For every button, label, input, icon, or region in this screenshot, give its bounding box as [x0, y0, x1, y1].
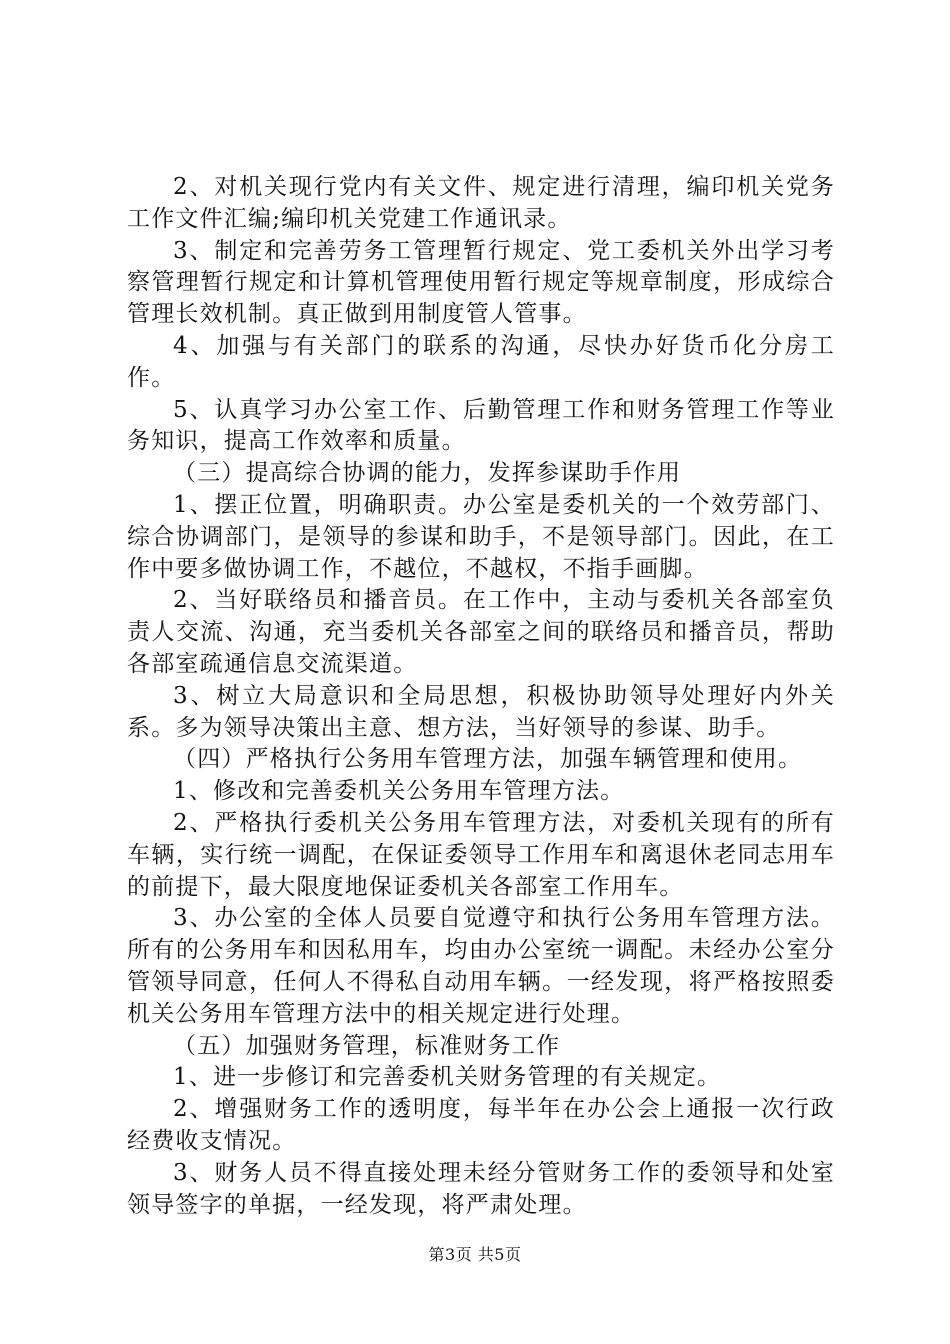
page-number-footer: 第3页 共5页 [428, 1245, 522, 1264]
paragraph-s3-item-3: 3、树立大局意识和全局思想，积极协助领导处理好内外关系。多为领导决策出主意、想方法，当好领导的参谋、助手。 [127, 682, 835, 741]
paragraph-s3-item-2: 2、当好联络员和播音员。在工作中，主动与委机关各部室负责人交流、沟通，充当委机关各部室之间的联络员和播音员，帮助各部室疏通信息交流渠道。 [127, 587, 835, 677]
paragraph-item-3: 3、制定和完善劳务工管理暂行规定、党工委机关外出学习考察管理暂行规定和计算机管理使用暂行规定等规章制度，形成综合管理长效机制。真正做到用制度管人管事。 [127, 237, 835, 328]
section-heading-3: （三）提高综合协调的能力，发挥参谋助手作用 [173, 460, 682, 487]
section-heading-4: （四）严格执行公务用车管理方法，加强车辆管理和使用。 [173, 746, 803, 773]
document-body [127, 172, 835, 1221]
paragraph-s5-item-2: 2、增强财务工作的透明度，每半年在办公会上通报一次行政经费收支情况。 [127, 1096, 835, 1154]
paragraph-s5-item-1: 1、进一步修订和完善委机关财务管理的有关规定。 [173, 1064, 722, 1091]
paragraph-s4-item-2: 2、严格执行委机关公务用车管理方法，对委机关现有的所有车辆，实行统一调配，在保证委领导工作用车和离退休老同志用车的前提下，最大限度地保证委机关各部室工作用车。 [127, 809, 835, 900]
paragraph-item-5: 5、认真学习办公室工作、后勤管理工作和财务管理工作等业务知识，提高工作效率和质量。 [127, 396, 835, 455]
paragraph-item-4: 4、加强与有关部门的联系的沟通，尽快办好货币化分房工作。 [127, 332, 835, 391]
paragraph-s3-item-1: 1、摆正位置，明确职责。办公室是委机关的一个效劳部门、综合协调部门，是领导的参谋和助手，不是领导部门。因此，在工作中要多做协调工作，不越位，不越权，不指手画脚。 [127, 491, 835, 582]
paragraph-s5-item-3: 3、财务人员不得直接处理未经分管财务工作的委领导和处室领导签字的单据，一经发现，将严肃处理。 [127, 1159, 835, 1218]
paragraph-s4-item-1: 1、修改和完善委机关公务用车管理方法。 [173, 778, 625, 805]
paragraph-item-2: 2、对机关现行党内有关文件、规定进行清理，编印机关党务工作文件汇编;编印机关党建工作通讯录。 [127, 174, 835, 232]
paragraph-s4-item-3: 3、办公室的全体人员要自觉遵守和执行公务用车管理方法。所有的公务用车和因私用车，均由办公室统一调配。未经办公室分管领导同意，任何人不得私自动用车辆。一经发现，将严格按照委机关公务用车管理方法中的相关规定进行处理。 [127, 905, 835, 1027]
section-heading-5: （五）加强财务管理，标准财务工作 [173, 1032, 561, 1059]
